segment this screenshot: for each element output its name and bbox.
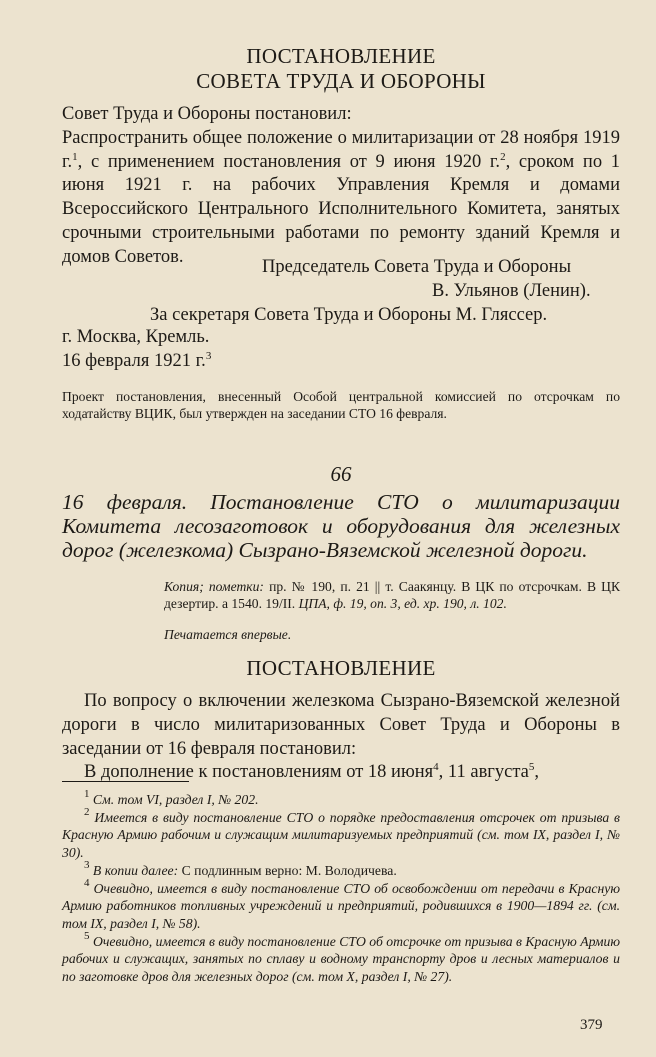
decree2-body (62, 690, 620, 785)
printed-first: Печатается впервые. (164, 627, 292, 642)
footnote-number: 5 (84, 929, 90, 942)
source-label: Копия; пометки: (164, 579, 264, 594)
footnote-text: С подлинным верно: М. Володичева. (178, 862, 397, 878)
footnote-ref-3: 3 (205, 349, 212, 362)
footnote-text: Имеется в виду постановление СТО о порядке предоставления отсрочек от призыва в Красную Армию рабочим и служащим милитаризуемых предприятий (см. том IX, раздел I, № 30). (62, 809, 621, 861)
footnote-number: 1 (84, 788, 90, 800)
place: г. Москва, Кремль. (62, 327, 210, 347)
decree-title-line2: СОВЕТА ТРУДА И ОБОРОНЫ (196, 69, 486, 93)
footnote-number: 4 (84, 876, 90, 889)
footnote-ref-4: 4 (433, 761, 439, 774)
decree2-intro: По вопросу о включении железкома Сызрано-Вяземской железной дороги в число милитаризованных Совет Труда и Обороны в заседании от 16 февраля постановил: (62, 691, 620, 759)
document-number: 66 (330, 462, 352, 486)
decree-title (62, 44, 620, 94)
decree-body (62, 103, 620, 270)
page-number: 379 (580, 1017, 603, 1033)
footnote-5 (62, 929, 620, 986)
footnote-label: В копии далее: (92, 862, 179, 878)
footnote-text: См. том VI, раздел I, № 202. (92, 792, 259, 807)
decree-title-line1: ПОСТАНОВЛЕНИЕ (246, 44, 436, 68)
date-text: 16 февраля 1921 г. (62, 350, 206, 371)
footnote-4 (62, 876, 621, 933)
footnote-number: 2 (84, 805, 90, 818)
editorial-note: Проект постановления, внесенный Особой центральной комиссией по отсрочкам по ходатайству ВЦИК, был утвержден на заседании СТО 16 февраля. (62, 389, 620, 422)
decree2-paragraph-part: , (534, 762, 540, 783)
footnote-text: Очевидно, имеется в виду постановление СТО об отсрочке от призыва в Красную Армию рабочих и служащих, занятых по сплаву и водному транспорту дров и лесных материалов и по заготовке дров для железных дорог (см. том X, раздел I, № 27). (62, 933, 620, 985)
footnote-ref-1: 1 (72, 150, 78, 163)
footnotes (62, 788, 621, 986)
signature-chairman-title: Председатель Совета Труда и Обороны (262, 257, 572, 277)
date (62, 350, 620, 374)
archive-reference: ЦПА, ф. 19, оп. 3, ед. хр. 190, л. 102. (298, 596, 507, 612)
decree-intro: Совет Труда и Обороны постановил: (62, 104, 352, 124)
source-note (164, 578, 620, 612)
decree-paragraph (62, 127, 620, 270)
footnote-text: Очевидно, имеется в виду постановление СТО об освобождении от передачи в Красную Армию работников топливных учреждений и предприятий, родившихся в 1900—1894 гг. (см. том IX, раздел I, № 58). (62, 880, 621, 931)
decree2-title: ПОСТАНОВЛЕНИЕ (246, 656, 436, 680)
footnote-2 (62, 805, 621, 862)
signature-chairman (262, 256, 620, 304)
source-text: пр. № 190, п. 21 || т. Саакянцу. В ЦК по отсрочкам. В ЦК дезертир. а 1540. 19/II. (164, 579, 621, 612)
document-heading: 16 февраля. Постановление СТО о милитаризации Комитета лесозаготовок и оборудования для железных дорог (железкома) Сызрано-Вяземской железной дороги. (62, 490, 620, 562)
decree2-paragraph-part: , 11 августа (438, 762, 529, 783)
signature-secretary: За секретаря Совета Труда и Обороны М. Гляссер. (150, 305, 548, 325)
footnote-ref-2: 2 (500, 150, 506, 163)
place-date (62, 326, 620, 374)
footnote-1 (62, 788, 620, 809)
decree-paragraph-part: , сроком по 1 июня 1921 г. на рабочих Управления Кремля и домами Всероссийского Центрального Исполнительного Комитета, занятых срочными строительными работами по ремонту зданий Кремля и домов Советов. (62, 151, 620, 267)
footnote-3 (62, 858, 620, 880)
decree-paragraph-part: Распространить общее положение о милитаризации от 28 ноября 1919 г. (62, 127, 620, 172)
decree-paragraph-part: , с применением постановления от 9 июня 1920 г. (77, 151, 501, 172)
footnote-number: 3 (84, 858, 90, 871)
decree2-paragraph-part: В дополнение к постановлениям от 18 июня (84, 762, 434, 783)
signature-chairman-name: В. Ульянов (Ленин). (432, 280, 591, 301)
footnote-divider (62, 781, 189, 782)
footnote-ref-5: 5 (528, 761, 535, 774)
